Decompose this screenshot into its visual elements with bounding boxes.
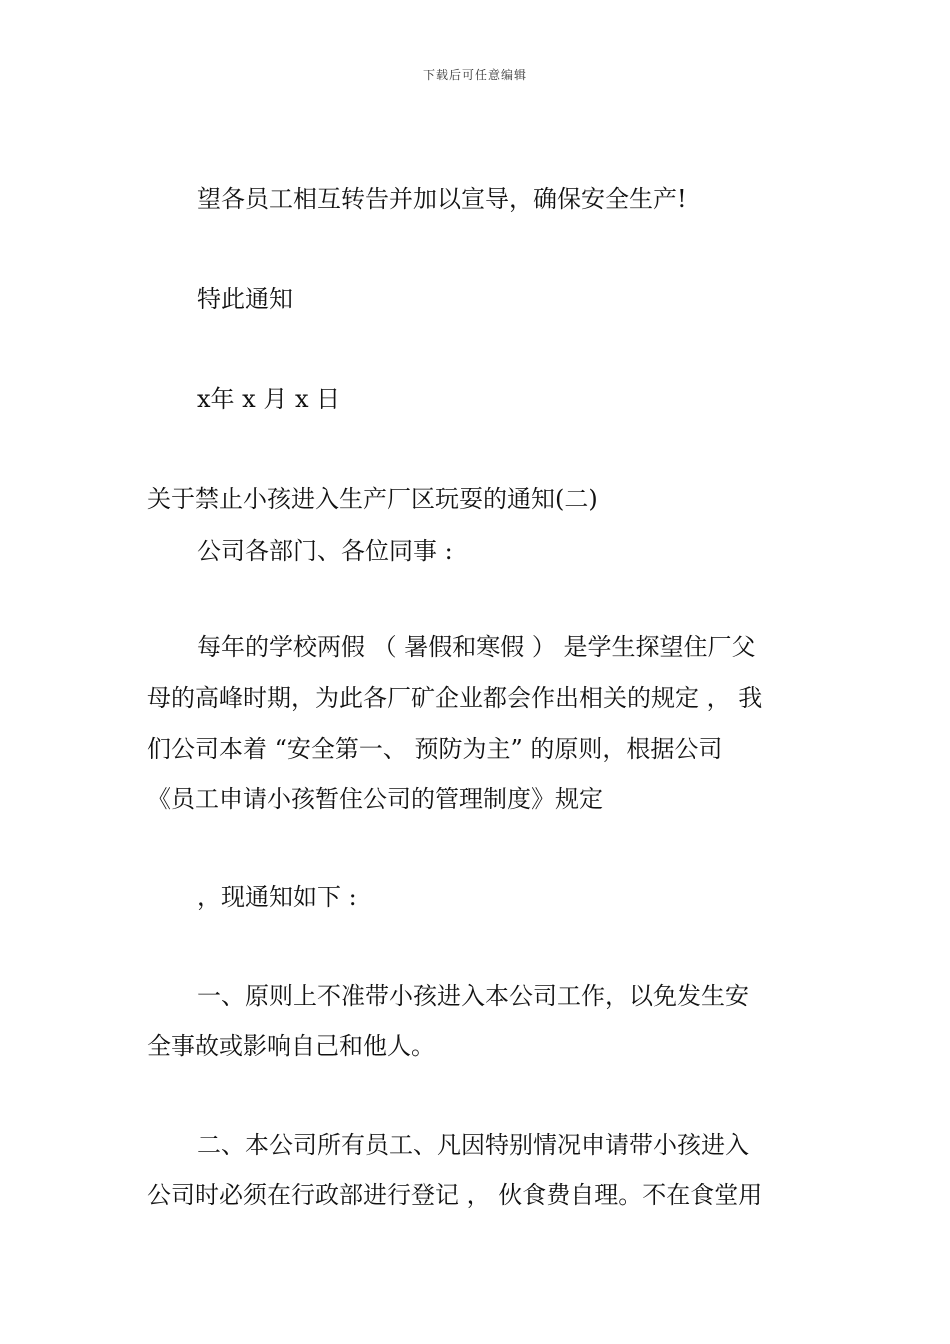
notice-closing: 特此通知 <box>197 285 293 313</box>
page-header-note: 下载后可任意编辑 <box>422 68 527 82</box>
paragraph-line: 每年的学校两假 （ 暑假和寒假 ） 是学生探望住厂父 <box>197 633 756 661</box>
salutation: 公司各部门、各位同事 : <box>197 537 453 565</box>
paragraph-line: ，现通知如下 : <box>197 883 357 911</box>
date-line: x年 x 月 x 日 <box>197 385 341 413</box>
list-item-one-continued: 全事故或影响自己和他人。 <box>147 1032 435 1060</box>
paragraph-line: 们公司本着 “安全第一、 预防为主” 的原则，根据公司 <box>147 735 723 763</box>
paragraph-line: 《员工申请小孩暂住公司的管理制度》规定 <box>147 785 603 813</box>
paragraph-line: 母的高峰时期，为此各厂矿企业都会作出相关的规定 ， 我 <box>147 684 763 712</box>
list-item-one: 一、原则上不准带小孩进入本公司工作，以免发生安 <box>197 982 749 1010</box>
closing-sentence: 望各员工相互转告并加以宣导，确保安全生产! <box>197 185 687 213</box>
document-title: 关于禁止小孩进入生产厂区玩耍的通知(二) <box>147 485 598 513</box>
list-item-two: 二、本公司所有员工、凡因特别情况申请带小孩进入 <box>197 1131 749 1159</box>
list-item-two-continued: 公司时必须在行政部进行登记 ， 伙食费自理。不在食堂用 <box>147 1181 763 1209</box>
